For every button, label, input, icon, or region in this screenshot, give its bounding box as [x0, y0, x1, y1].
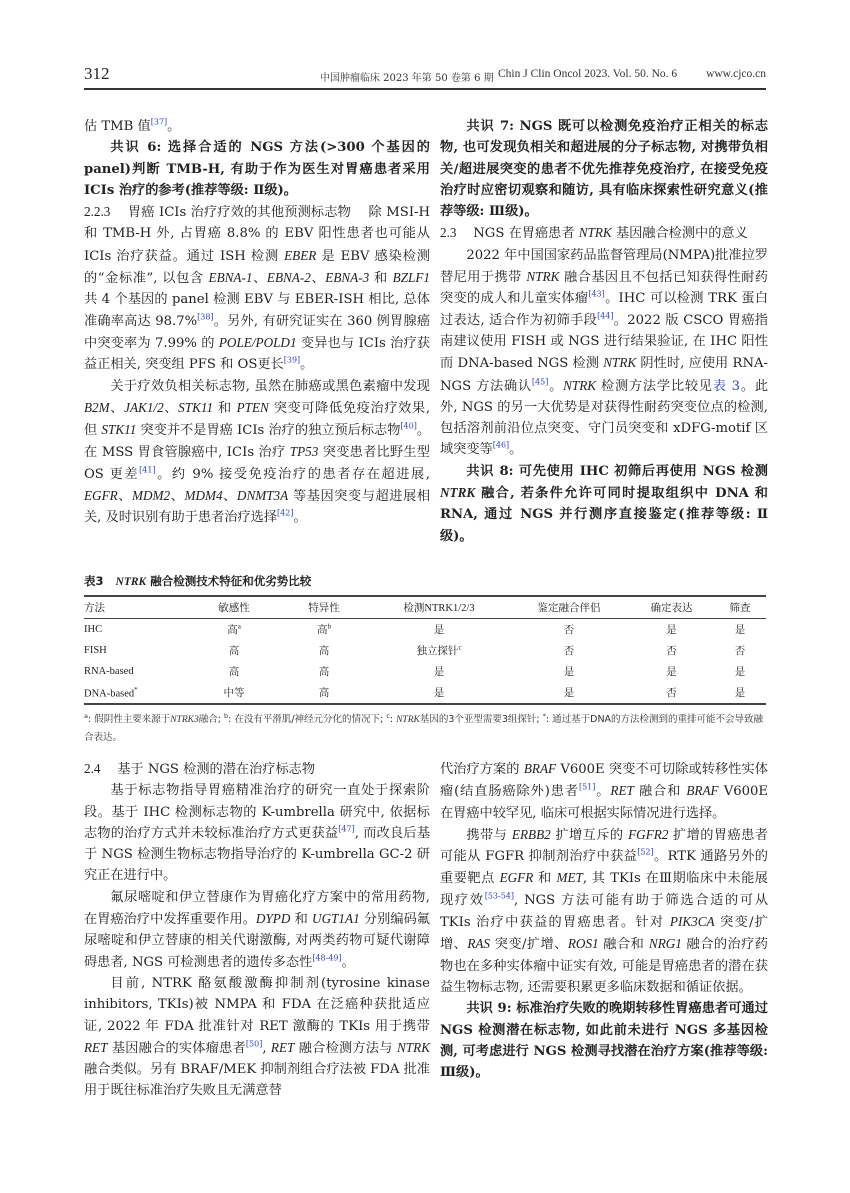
table-cell-method: [84, 640, 189, 661]
table-cell-expr: [629, 682, 714, 704]
text: 检测方法学比较见: [596, 378, 713, 394]
text: 携带与: [466, 827, 512, 843]
text: 分别编码氟尿嘧啶和伊立替康的相关代谢激酶, 对两类药物可疑代谢障碍患者, NGS 可检测患者的遗传多态性: [84, 912, 430, 970]
text: 融合和: [633, 784, 687, 800]
text: 。另外, 有研究证实在 360 例胃腺癌中突变率为 7.99% 的: [84, 313, 431, 351]
table-cell-expr: [629, 640, 714, 661]
table-cell-spec: [279, 682, 369, 704]
text: 是 EBV 感染检测的“金标准”, 以包含: [84, 248, 430, 287]
cell-text: 否: [563, 646, 575, 657]
text: 基因的3个亚型需要3组探针;: [419, 714, 543, 726]
paragraph: [440, 245, 768, 461]
text: V600E 在胃癌中较罕见, 临床可根据实际情况进行选择。: [440, 784, 769, 821]
citation[interactable]: [37]: [150, 117, 168, 127]
gene: NTRK: [397, 1039, 430, 1055]
text: 融合类似。另有 BRAF/MEK 抑制剂组合疗法被 FDA 批准用于既往标准治疗失败且无满意替: [84, 1062, 430, 1099]
consensus-9: 共识 9: 标准治疗失败的晚期转移性胃癌患者可通过 NGS 检测潜在标志物, 如此前未进行 NGS 多基因检测, 可考虑进行 NGS 检测寻找潜在治疗方案(推荐等级: Ⅲ级)。: [440, 1001, 768, 1081]
citation[interactable]: [41]: [139, 465, 156, 475]
cell-text: 独立探针: [416, 646, 459, 657]
text: : 通过基于DNA的方法检测到的重排可能不会导致融合表达。: [84, 714, 764, 744]
citation[interactable]: [47]: [338, 824, 355, 834]
table-cell-expr: [629, 661, 714, 682]
text: 。此外, NGS 的另一大优势是对获得性耐药突变位点的检测, 包括溶剂前沿位点突变、守门员突变和 xDFG-motif 区域突变等: [440, 378, 769, 458]
text: 基因融合的实体瘤患者: [107, 1040, 246, 1056]
citation[interactable]: [48-49]: [312, 953, 342, 963]
text: 突变并不是胃癌 ICIs 治疗的独立预后标志物: [136, 423, 401, 439]
paragraph: [84, 376, 430, 529]
table-cell-screen: [714, 619, 766, 641]
cell-text: 是: [666, 667, 677, 678]
section-number: 2.3: [440, 225, 457, 241]
cell-text: 否: [734, 646, 746, 657]
table-cell-screen: [714, 661, 766, 682]
table-row: [84, 661, 766, 682]
text: 基于标志物指导胃癌精准治疗的研究一直处于探索阶段。基于 IHC 检测标志物的 K-umbrella 研究中, 依据标志物的治疗方式并未较标准治疗方式更获益: [84, 783, 430, 841]
gene: EGFR: [499, 870, 534, 886]
text: 。: [509, 442, 523, 458]
text: 突变/扩增、: [490, 937, 568, 953]
text: 。2022 版 CSCO 胃癌指南建议使用 FISH 或 NGS 进行结果验证, 在 IHC 阳性而 DNA-based NGS 检测: [440, 312, 768, 372]
cell-text: 否: [666, 688, 677, 699]
gene: ERBB2: [511, 826, 551, 842]
gene: UGT1A1: [312, 911, 360, 927]
cell-text: 是: [666, 625, 677, 636]
table-caption: [84, 573, 311, 589]
table-cell-sens: [189, 640, 279, 661]
cell-text: 是: [563, 667, 575, 678]
consensus-7: 共识 7: NGS 既可以检测免疫治疗正相关的标志物, 也可发现负相关和超进展的分子标志物, 对携带负相关/超进展突变的患者不优先推荐免疫治疗, 在接受免疫治疗时应密切观察和随访, 具有临床探索性研究意义(推荐等级: Ⅲ级)。: [440, 119, 768, 220]
citation[interactable]: [39]: [283, 355, 301, 365]
text: 基因融合检测中的意义: [611, 226, 748, 242]
gene: EBNA-3: [325, 270, 370, 286]
text: 。: [341, 954, 355, 970]
text: 、: [222, 489, 237, 505]
cell-text: 否: [666, 646, 677, 657]
text: 和: [369, 271, 393, 287]
text: 突变/扩增、: [440, 915, 768, 953]
table-cell-spec: [279, 619, 369, 641]
footnote-mark: *: [134, 685, 138, 694]
cell-text: IHC: [84, 624, 103, 635]
citation[interactable]: [53-54]: [484, 891, 515, 901]
table-cell-spec: [279, 640, 369, 661]
text: , 其 TKIs 在Ⅲ期临床中未能展现疗效: [440, 871, 768, 908]
gene: EBER: [284, 247, 317, 263]
column-header: 鉴定融合伴侣: [537, 603, 601, 614]
gene: NTRK3: [170, 715, 199, 726]
gene: BRAF: [523, 761, 557, 776]
text: 。在 MSS 胃食管腺癌中, ICIs 治疗: [84, 423, 431, 461]
section-number: 2.4: [84, 761, 101, 776]
text: 目前, NTRK 酪氨酸激酶抑制剂(tyrosine kinase inhibitors, TKIs)被 NMPA 和 FDA 在泛癌种获批适应证, 2022 年 FDA 批准针对 RET 激酶的 TKIs 用于携带: [84, 975, 430, 1034]
text: 突变可降低免疫治疗效果, 但: [84, 400, 431, 439]
text: 突变患者比野生型 OS 更差: [84, 445, 430, 482]
section-number: 2.2.3: [84, 204, 111, 220]
table-cell-method: [84, 619, 189, 641]
cell-text: 是: [734, 688, 746, 699]
table-cell-detect: [369, 619, 509, 641]
text: 氟尿嘧啶和伊立替康作为胃癌化疗方案中的常用药物, 在胃癌治疗中发挥重要作用。: [84, 889, 430, 928]
table-row: [84, 619, 766, 641]
caption-text: 融合检测技术特征和优劣势比较: [150, 574, 312, 588]
gene: NTRK: [563, 377, 597, 393]
text: : 假阴性主要来源于: [87, 714, 171, 726]
gene: TP53: [289, 444, 319, 460]
paragraph: [440, 824, 768, 998]
gene: EBNA-2: [266, 270, 311, 286]
table-number: 表3: [84, 574, 104, 588]
citation[interactable]: [52]: [637, 847, 654, 857]
text: 融合和: [598, 937, 649, 953]
gene: NTRK: [526, 269, 560, 285]
table-cell-detect: [369, 682, 509, 704]
text: 扩增互斥的: [550, 827, 629, 843]
gene: RET: [84, 1039, 108, 1055]
footnote-mark: b: [327, 622, 331, 631]
text: 、: [170, 489, 185, 505]
ntrk-comparison-table: [84, 595, 766, 705]
text: 。: [167, 119, 181, 134]
column-header: 筛查: [729, 603, 751, 614]
gene: EBNA-1: [208, 270, 253, 286]
text: 融合的治疗药物也在多种实体瘤中证实有效, 可能是胃癌患者的潜在获益生物标志物, 还需要积累更多临床数据和循证依据。: [440, 937, 768, 995]
section-2-4-heading: [84, 758, 430, 780]
table-cell-sens: [189, 661, 279, 682]
gene: STK11: [101, 422, 137, 438]
table-cell-spec: [279, 661, 369, 682]
table-cell-partner: [509, 619, 629, 641]
cell-text: 是: [734, 625, 746, 636]
cell-text: 高: [227, 625, 238, 636]
gene: NTRK: [440, 485, 476, 501]
text: 、: [163, 400, 179, 416]
journal-url[interactable]: www.cjco.cn: [706, 68, 766, 80]
cell-text: 是: [734, 667, 746, 678]
text: 融合;: [198, 714, 224, 726]
citation[interactable]: [50]: [245, 1039, 263, 1049]
table-row: [84, 640, 766, 661]
journal-title-en: Chin J Clin Oncol 2023. Vol. 50. No. 6: [498, 68, 678, 80]
text: V600E 突变不可切除或转移性实体瘤(结直肠癌除外)患者: [440, 762, 768, 800]
footnote-mark: b: [223, 712, 229, 720]
text: 阴性时, 应使用 RNA-NGS 方法确认: [440, 356, 768, 394]
gene: MET: [556, 870, 583, 886]
text: 等基因突变与超进展相关, 及时识别有助于患者治疗选择: [84, 489, 431, 526]
gene: NTRK: [578, 225, 612, 241]
gene: DYPD: [255, 911, 291, 927]
citation[interactable]: [38]: [197, 312, 214, 322]
citation[interactable]: [46]: [492, 441, 510, 451]
text: 估 TMB 值: [84, 119, 151, 134]
text: , 而改良后基于 NGS 检测生物标志物指导治疗的 K-umbrella GC-2 研究正在进行中。: [84, 825, 431, 884]
cell-text: 高: [228, 667, 240, 678]
table-cell-sens: [189, 682, 279, 704]
citation[interactable]: [40]: [400, 421, 417, 431]
cell-text: 否: [563, 625, 575, 636]
text: 融合检测方法与: [294, 1040, 398, 1056]
column-header-detect-ntrk: 检测NTRK1/2/3: [403, 603, 475, 614]
text: 2022 年中国国家药品监督管理局(NMPA)批准拉罗替尼用于携带: [440, 247, 768, 286]
cell-text: 高: [318, 667, 330, 678]
text: 。: [548, 378, 564, 394]
table-cell-method: [84, 682, 189, 704]
table-cell-sens: [189, 619, 279, 641]
footnote-mark: c: [458, 643, 462, 652]
footnote-mark: a: [84, 712, 88, 720]
column-header: 特异性: [308, 603, 340, 614]
paragraph: [440, 758, 768, 824]
left-column-top: [84, 116, 430, 529]
cell-text: 高: [318, 688, 330, 699]
gene: STK11: [178, 399, 214, 415]
table-cell-expr: [629, 619, 714, 641]
cell-text: 是: [563, 688, 575, 699]
section-2-2-3: [84, 201, 430, 375]
text: 。: [595, 784, 611, 800]
citation[interactable]: [45]: [531, 377, 549, 387]
section-2-3-heading: [440, 222, 768, 244]
text: :: [389, 714, 397, 726]
cell-text: FISH: [84, 645, 107, 656]
consensus-8: [440, 461, 768, 547]
gene: RET: [270, 1039, 295, 1055]
footnote-mark: *: [542, 712, 546, 720]
table-cell-screen: [714, 640, 766, 661]
right-column-top: [440, 116, 768, 547]
gene: PTEN: [236, 399, 269, 415]
table-cell-detect: [369, 640, 509, 661]
text: 、: [310, 271, 326, 287]
cell-text: 是: [433, 625, 445, 636]
table-3-link[interactable]: 表 3: [712, 378, 741, 394]
text: NGS 在胃癌患者: [473, 226, 579, 242]
cell-text: 中等: [223, 688, 245, 699]
text: 、: [252, 271, 267, 287]
text: 。IHC 可以检测 TRK 蛋白过表达, 适合作为初筛手段: [440, 291, 769, 328]
table-cell-screen: [714, 682, 766, 704]
gene: POLE/POLD1: [218, 334, 297, 350]
left-column-bottom: [84, 758, 430, 1102]
gene: NTRK: [115, 576, 147, 588]
citation[interactable]: [42]: [277, 508, 294, 518]
paragraph: [84, 887, 430, 973]
gene: FGFR2: [628, 826, 669, 842]
cell-text: DNA-based: [84, 688, 135, 700]
column-header: 方法: [84, 603, 105, 614]
text: 扩增的胃癌患者可能从 FGFR 抑制剂治疗中获益: [440, 827, 768, 865]
table-cell-partner: [509, 661, 629, 682]
gene: MDM2: [132, 488, 171, 504]
footnote-mark: a: [237, 622, 241, 631]
gene: JAK1/2: [124, 399, 164, 415]
gene: RET: [610, 783, 634, 799]
table-cell-method: [84, 661, 189, 682]
text: 和: [290, 912, 313, 928]
table-header-row: [84, 596, 766, 619]
citation[interactable]: [43]: [588, 289, 605, 299]
text: 共识 8: 可先使用 IHC 初筛后再使用 NGS 检测: [466, 463, 768, 479]
text: 关于疗效负相关标志物, 虽然在肺癌或黑色素瘤中发现: [110, 378, 430, 394]
text: 。: [300, 357, 314, 373]
text: 变异也与 ICIs 治疗获益正相关, 突变组 PFS 和 OS更长: [84, 335, 430, 373]
citation[interactable]: [44]: [597, 311, 614, 321]
paragraph: [84, 780, 430, 886]
cell-text: RNA-based: [84, 666, 134, 677]
gene: NRG1: [648, 936, 682, 952]
gene: BZLF1: [392, 270, 431, 286]
gene: NTRK: [396, 715, 420, 726]
gene: B2M: [84, 399, 110, 415]
consensus-6: 共识 6: 选择合适的 NGS 方法(>300 个基因的 panel)判断 TMB-H, 有助于作为医生对胃癌患者采用 ICIs 治疗的参考(推荐等级: Ⅱ级)。: [84, 140, 430, 198]
gene: ROS1: [567, 936, 599, 952]
paragraph: [84, 973, 430, 1102]
cell-text: 是: [433, 688, 445, 699]
text: 。约 9% 接受免疫治疗的患者存在超进展,: [155, 466, 430, 482]
table-cell-partner: [509, 640, 629, 661]
page-number: 312: [84, 64, 110, 83]
text: 代治疗方案的: [440, 762, 524, 777]
table-footnote: [84, 708, 766, 746]
table-cell-partner: [509, 682, 629, 704]
text: ,: [262, 1040, 271, 1056]
text: 。RTK 通路另外的重要靶点: [440, 849, 768, 887]
column-header: 确定表达: [650, 603, 693, 614]
text: 融合, 若条件允许可同时提取组织中 DNA 和 RNA, 通过 NGS 并行测序直接鉴定(推荐等级: Ⅱ级)。: [440, 486, 768, 544]
gene: EGFR: [84, 488, 118, 504]
section-title: 胃癌 ICIs 治疗疗效的其他预测标志物: [127, 205, 352, 221]
section-title: 基于 NGS 检测的潜在治疗标志物: [117, 762, 316, 777]
gene: BRAF: [686, 783, 719, 799]
text: : 在没有平滑肌/神经元分化的情况下;: [228, 714, 387, 726]
gene: RAS: [467, 936, 491, 952]
page-header: [84, 66, 766, 90]
right-column-bottom: [440, 758, 768, 1083]
paragraph: [84, 116, 430, 137]
gene: PIK3CA: [669, 914, 715, 930]
gene: DNMT3A: [236, 488, 289, 504]
table-cell-detect: [369, 661, 509, 682]
text: , NGS 方法可能有助于筛选合适的可从 TKIs 治疗中获益的胃癌患者。针对: [440, 892, 769, 931]
text: 、: [109, 400, 125, 416]
cell-text: 高: [317, 625, 328, 636]
journal-title-cn: 中国肿瘤临床 2023 年第 50 卷第 6 期: [320, 73, 494, 84]
cell-text: 高: [228, 646, 240, 657]
text: 、: [117, 489, 133, 505]
citation[interactable]: [51]: [578, 782, 596, 792]
cell-text: 高: [318, 646, 330, 657]
cell-text: 是: [433, 667, 445, 678]
text: 融合基因且不包括已知获得性耐药突变的成人和儿童实体瘤: [440, 270, 768, 307]
footnote-mark: c: [386, 712, 390, 720]
text: 和: [213, 400, 237, 416]
gene: MDM4: [184, 488, 223, 504]
text: 和: [533, 871, 557, 887]
column-header: 敏感性: [218, 603, 250, 614]
table-row: [84, 682, 766, 704]
text: 共 4 个基因的 panel 检测 EBV 与 EBER-ISH 相比, 总体准确率高达 98.7%: [84, 292, 430, 329]
text: 除 MSI-H 和 TMB-H 外, 占胃癌 8.8% 的 EBV 阳性患者也可能从 ICIs 治疗获益。通过 ISH 检测: [84, 205, 430, 264]
text: 。: [293, 510, 307, 526]
gene: NTRK: [603, 355, 637, 371]
